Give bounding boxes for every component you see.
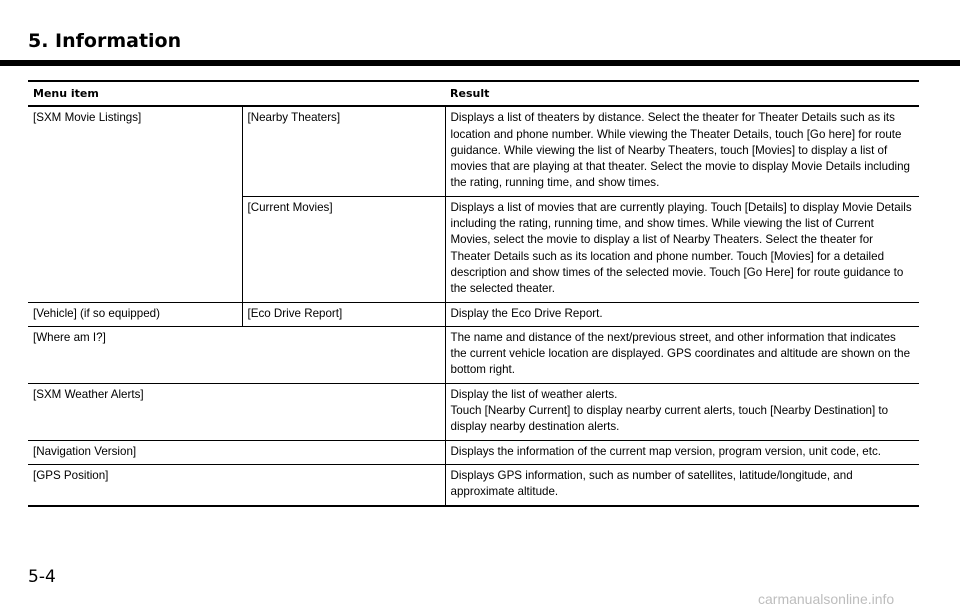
result-cell	[445, 383, 919, 440]
result-cell: Displays a list of movies that are currently playing. Touch [Details] to display Movie Details including the rating, running time, and show times. While viewing the list of Current Movies, select the movie to display a list of Nearby Theaters. Select the theater for Theater Details such as its location and phone number. Touch [Movies] for a detailed description and show times of the selected movie. Touch [Go Here] for route guidance to the selected theater.	[445, 196, 919, 302]
submenu-item-cell: [Current Movies]	[242, 196, 445, 302]
section-title: 5. Information	[28, 30, 182, 52]
table-row	[28, 464, 919, 505]
menu-item-cell: [Where am I?]	[28, 326, 445, 383]
result-line: Display the list of weather alerts.	[450, 387, 618, 401]
header-result: Result	[450, 87, 490, 100]
watermark: carmanualsonline.info	[758, 591, 895, 607]
result-cell: Display the Eco Drive Report.	[445, 302, 919, 326]
title-rule	[0, 60, 960, 66]
result-line: Touch [Nearby Current] to display nearby current alerts, touch [Nearby Destination] to display nearby destination alerts.	[450, 404, 889, 434]
menu-item-cell: [Vehicle] (if so equipped)	[28, 302, 242, 326]
table-row	[28, 383, 919, 440]
menu-item-cell: [SXM Weather Alerts]	[28, 383, 445, 440]
submenu-item-cell: [Eco Drive Report]	[242, 302, 445, 326]
table-row	[28, 326, 919, 383]
submenu-item-cell: [Nearby Theaters]	[242, 106, 445, 196]
table-row	[28, 302, 919, 326]
result-cell: Displays a list of theaters by distance. Select the theater for Theater Details such as its location and phone number. While viewing the Theater Details, touch [Go here] for route guidance. While viewing the list of Nearby Theaters, touch [Movies] to display a list of movies that are playing at that theater. Select the movie to display Movie Details including the rating, running time, and show times.	[445, 106, 919, 196]
menu-item-cell: [Navigation Version]	[28, 440, 445, 464]
page-number: 5-4	[28, 567, 56, 587]
information-menu-table	[28, 80, 919, 507]
result-cell: Displays GPS information, such as number of satellites, latitude/longitude, and approximate altitude.	[445, 464, 919, 505]
result-cell: The name and distance of the next/previous street, and other information that indicates the current vehicle location are displayed. GPS coordinates and altitude are shown on the bottom right.	[445, 326, 919, 383]
header-menu-item: Menu item	[33, 87, 99, 100]
table-row	[28, 106, 919, 196]
menu-item-cell: [SXM Movie Listings]	[28, 106, 242, 302]
table-header-row	[28, 81, 919, 106]
result-cell: Displays the information of the current map version, program version, unit code, etc.	[445, 440, 919, 464]
menu-item-cell: [GPS Position]	[28, 464, 445, 505]
table-row	[28, 440, 919, 464]
